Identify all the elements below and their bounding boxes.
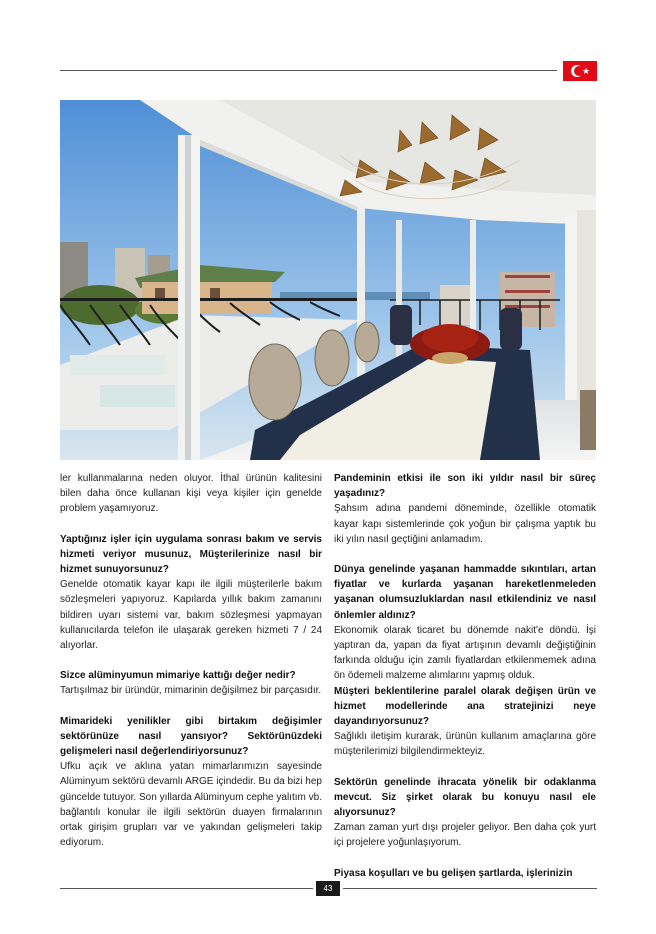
question-sector-changes: Mimarideki yenilikler gibi birtakım değişimler sektörünüze nasıl yansıyor? Sektörünüzdeki gelişmeleri nasıl değerlendiriyorsunuz? xyxy=(60,715,322,758)
question-market-conditions: Piyasa koşulları ve bu gelişen şartlarda, işlerinizin xyxy=(334,867,573,879)
question-raw-materials: Dünya genelinde yaşanan hammadde sıkıntıları, artan fiyatlar ve kurlarda yaşanan hareketlenmeleden yaşanan olumsuzluklardan nasıl etkilendiniz ve nasıl önlemler aldınız? xyxy=(334,564,596,621)
turkey-flag-icon: ★ xyxy=(563,61,597,81)
question-pandemic: Pandeminin etkisi ile son iki yıldır nasıl bir süreç yaşadınız? xyxy=(334,473,596,500)
question-strategy: Müşteri beklentilerine paralel olarak değişen ürün ve hizmet modellerinde ana stratejinizi neye dayandırıyorsunuz? xyxy=(334,685,596,728)
header-rule xyxy=(60,70,557,71)
question-service: Yaptığınız işler için uygulama sonrası bakım ve servis hizmeti veriyor musunuz, Müşterilerinize nasıl bir hizmet sunuyorsunuz? xyxy=(60,533,322,576)
question-export: Sektörün genelinde ihracata yönelik bir odaklanma mevcut. Siz şirket olarak bu konuyu nasıl ele alıyorsunuz? xyxy=(334,776,596,819)
terrace-photo xyxy=(60,100,596,460)
answer-aluminium-value: Tartışılmaz bir üründür, mimarinin değişilmez bir parçasıdır. xyxy=(60,685,322,697)
footer-rule-left xyxy=(60,888,313,889)
question-aluminium-value: Sizce alüminyumun mimariye kattığı değer nedir? xyxy=(60,670,296,682)
page-number: 43 xyxy=(316,881,340,896)
answer-sector-changes: Ufku açık ve aklına yatan mimarlarımızın sayesinde Alüminyum sektörü devamlı ARGE içindedir. Bu da bizi hep güncelde tutuyor. Son yıllarda Alüminyum cephe yalıtım vb. bağlantılı konular ile ilgili sektörün duayen firmalarının ortak girişim grupları var ve yakından gelişmeleri takip ediyorum. xyxy=(60,761,322,849)
left-text-column xyxy=(60,471,322,865)
intro-paragraph: ler kullanmalarına neden oluyor. İthal ürünün kalitesini bilen daha önce kullanan kişi veya kişiler için genelde problem yaşamıyoruz. xyxy=(60,473,322,515)
answer-strategy: Sağlıklı iletişim kurarak, ürünün kullanım amaçlarına göre müşterilerimizi bilgilendirmekteyiz. xyxy=(334,731,596,758)
right-text-column xyxy=(334,471,596,881)
answer-pandemic: Şahsım adına pandemi döneminde, özellikle otomatik kayar kapı sistemlerinde çok yoğun bir çalışma yaptık bu iki yılın nasıl geçtiğini anlamadım. xyxy=(334,503,596,545)
answer-export: Zaman zaman yurt dışı projeler geliyor. Ben daha çok yurt içi projelere yoğunlaşıyorum. xyxy=(334,822,596,849)
answer-raw-materials: Ekonomik olarak ticaret bu dönemde nakit'e döndü. İşi yaptıran da, yapan da fiyat artışının devamlı değiştiğinin farkında olduğu için zamlı fiyatlardan etkilenmemek adına ön ödemeli malzeme alımlarını yapmış olduk. xyxy=(334,624,596,682)
answer-service: Genelde otomatik kayar kapı ile ilgili müşterilerle bakım sözleşmeleri yapıyoruz. Kapılarda yıllık bakım zamanını bildiren uyarı sistemi var, bakım sözleşmesi yapmayan kullanıcılarda telefon ile ulaşarak gereken hizmeti 7 / 24 alıyorlar. xyxy=(60,579,322,652)
footer-rule-right xyxy=(343,888,597,889)
